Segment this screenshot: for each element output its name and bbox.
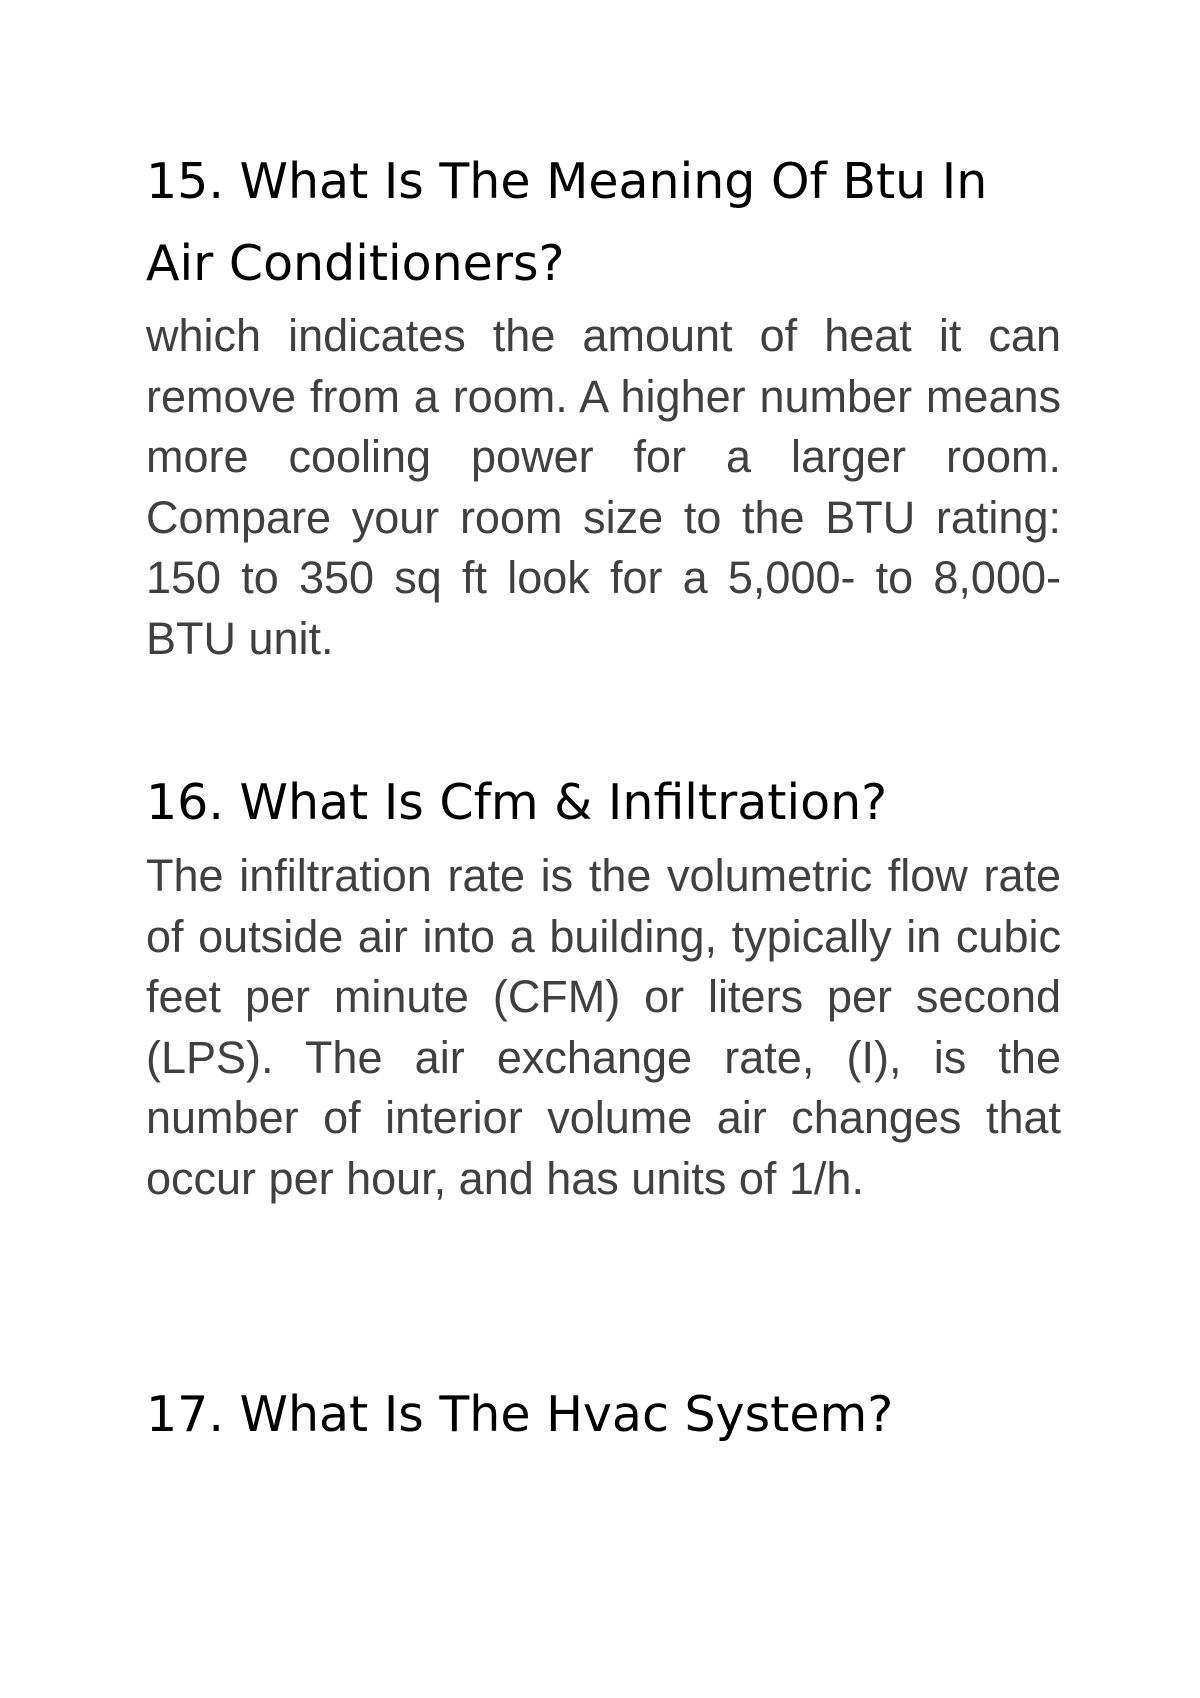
section-hvac-system	[146, 1374, 1061, 1456]
section-cfm-infiltration	[146, 762, 1061, 1209]
section-paragraph: which indicates the amount of heat it can remove from a room. A higher number means more cooling power for a larger room. Compare your room size to the BTU rating: 150 to 350 sq ft look for a 5,000- to 8,000-BTU unit.	[146, 310, 1061, 664]
section-heading: 17. What Is The Hvac System?	[146, 1386, 894, 1443]
section-paragraph: The infiltration rate is the volumetric flow rate of outside air into a building, typically in cubic feet per minute (CFM) or liters per second (LPS). The air exchange rate, (I), is the number of interior volume air changes that occur per hour, and has units of 1/h.	[146, 850, 1061, 1204]
section-btu	[146, 141, 1061, 669]
section-heading: 16. What Is Cfm & Infiltration?	[146, 774, 888, 831]
section-heading: 15. What Is The Meaning Of Btu In Air Conditioners?	[146, 153, 988, 292]
